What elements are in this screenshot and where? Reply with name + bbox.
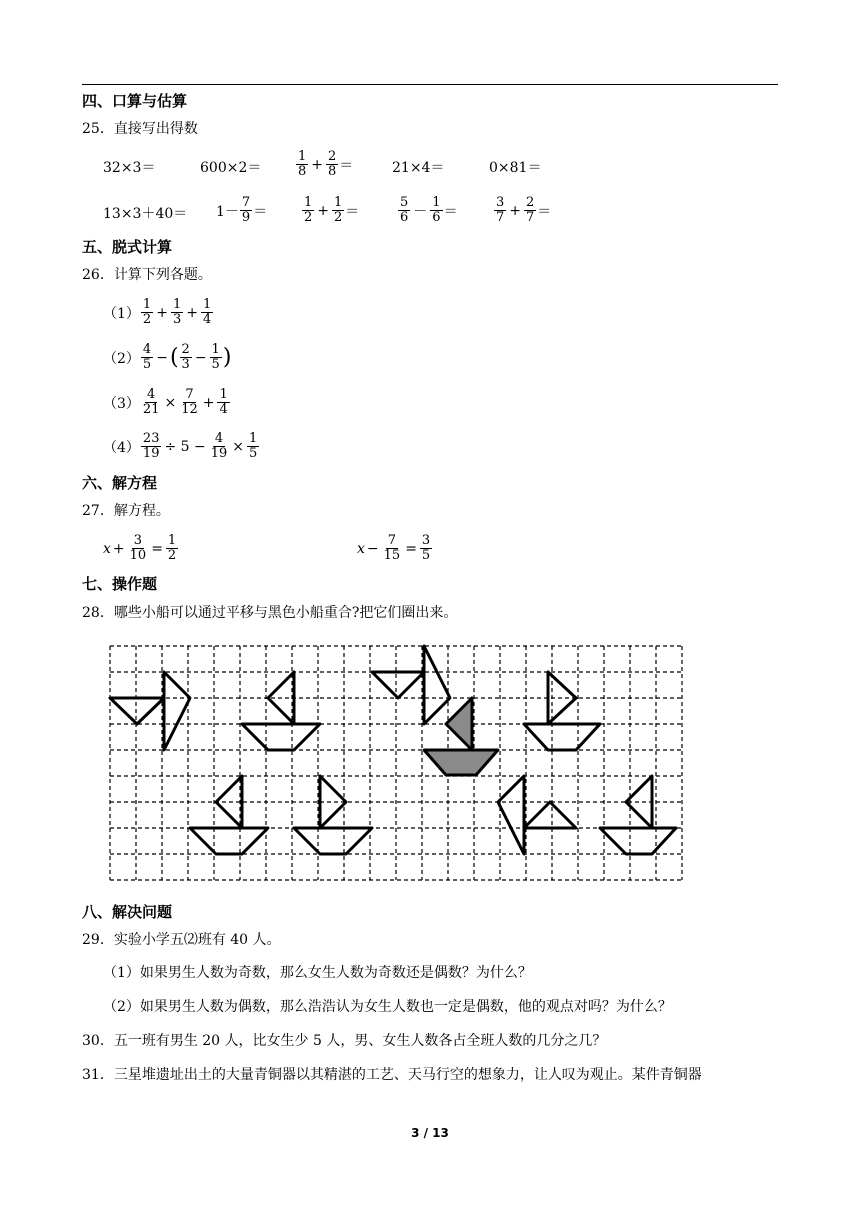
section-7-heading: 七、操作题 [82,575,158,593]
boat-1 [110,672,190,750]
q27-eq1: x + $\frac{3}{10}$ = $\frac{1}{2}$ [103,533,177,563]
q25-r1-a: 32×3＝ [103,160,156,176]
boat-7 [498,776,576,854]
q28-title: 28．哪些小船可以通过平移与黑色小船重合?把它们圈出来。 [82,605,458,621]
section-5-heading: 五、脱式计算 [82,238,173,256]
boat-2 [242,672,320,750]
q29-title: 29．实验小学五⑵班有 40 人。 [82,932,281,948]
q26-p1: （1） $\frac{1}{2}$ + $\frac{1}{3}$ + $\frac{1}{4}$ [103,297,212,327]
q25-r1-c: $\frac{1}{8}$ + $\frac{2}{8}$ ＝ [298,149,354,179]
section-4-heading: 四、口算与估算 [82,92,188,110]
q26-p4: （4） $\frac{23}{19}$ ÷ 5 − $\frac{4}{19}$ × $\frac{1}{5}$ [103,431,258,461]
q26-p2: （2） $\frac{4}{5}$ − ( $\frac{2}{3}$ − $\frac{1}{5}$ ) [103,342,232,372]
boat-5 [190,776,268,854]
q25-r2-a: 13×3＋40＝ [103,206,188,222]
boat-4 [524,672,600,750]
boat-3 [372,646,450,724]
q27-title: 27．解方程。 [82,503,170,519]
section-6-heading: 六、解方程 [82,474,158,492]
q25-r2-e: $\frac{3}{7}$ + $\frac{2}{7}$ ＝ [496,195,552,225]
boat-8 [600,776,676,854]
q25-title: 25．直接写出得数 [82,121,198,137]
q30-text: 30．五一班有男生 20 人，比女生少 5 人，男、女生人数各占全班人数的几分之几？ [82,1033,607,1049]
q25-r1-b: 600×2＝ [200,160,262,176]
q29-sub1: （1）如果男生人数为奇数，那么女生人数为奇数还是偶数？为什么？ [103,965,532,981]
q25-r1-e: 0×81＝ [489,160,542,176]
q31-text: 31．三星堆遗址出土的大量青铜器以其精湛的工艺、天马行空的想象力，让人叹为观止。某件青铜器 [82,1067,702,1083]
page-number: 3 / 13 [411,1126,449,1140]
black-boat [424,698,498,775]
q29-sub2: （2）如果男生人数为偶数，那么浩浩认为女生人数也一定是偶数，他的观点对吗？为什么？ [103,999,672,1015]
q26-title: 26．计算下列各题。 [82,267,212,283]
q25-r2-b: 1－ $\frac{7}{9}$ ＝ [216,195,268,225]
q25-r2-c: $\frac{1}{2}$ + $\frac{1}{2}$ ＝ [304,195,360,225]
boat-6 [294,776,372,854]
q27-eq2: x − $\frac{7}{15}$ = $\frac{3}{5}$ [357,533,431,563]
section-8-heading: 八、解决问题 [82,903,173,921]
dashed-grid [110,646,682,880]
q25-r2-d: $\frac{5}{6}$ － $\frac{1}{6}$ ＝ [400,195,458,225]
q26-p3: （3） $\frac{4}{21}$ × $\frac{7}{12}$ + $\frac{1}{4}$ [103,387,228,417]
q25-r1-d: 21×4＝ [392,160,445,176]
